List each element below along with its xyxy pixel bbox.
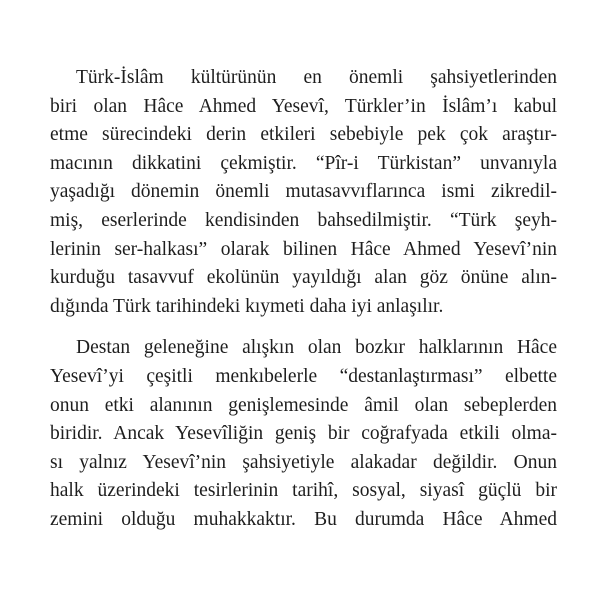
text-line: miş, eserlerinde kendisinden bahsedilmiştir. “Türk şeyh- <box>50 209 557 231</box>
paragraph-2 <box>50 334 557 534</box>
text-line: sı yalnız Yesevî’nin şahsiyetiyle alakadar değildir. Onun <box>50 451 557 473</box>
text-line: Yesevî’yi çeşitli menkıbelerle “destanlaştırması” elbette <box>50 365 557 387</box>
text-line: macının dikkatini çekmiştir. “Pîr-i Türkistan” unvanıyla <box>50 152 557 174</box>
text-line: etme sürecindeki derin etkileri sebebiyle pek çok araştır- <box>50 124 557 146</box>
paragraph-1 <box>50 64 557 321</box>
text-line: onun etki alanının genişlemesinde âmil olan sebeplerden <box>50 394 557 416</box>
text-line: halk üzerindeki tesirlerinin tarihî, sosyal, siyasî güçlü bir <box>50 480 557 502</box>
text-line: lerinin ser-halkası” olarak bilinen Hâce Ahmed Yesevî’nin <box>50 238 557 260</box>
text-line: zemini olduğu muhakkaktır. Bu durumda Hâce Ahmed <box>50 508 557 530</box>
text-line: biri olan Hâce Ahmed Yesevî, Türkler’in İslâm’ı kabul <box>50 95 557 117</box>
document-page <box>50 64 557 535</box>
text-line: yaşadığı dönemin önemli mutasavvıflarınca ismi zikredil- <box>50 181 557 203</box>
text-line: Türk-İslâm kültürünün en önemli şahsiyetlerinden <box>76 67 557 88</box>
text-line: biridir. Ancak Yesevîliğin geniş bir coğrafyada etkili olma- <box>50 423 557 445</box>
text-line: dığında Türk tarihindeki kıymeti daha iyi anlaşılır. <box>50 295 444 317</box>
text-line: kurduğu tasavvuf ekolünün yayıldığı alan göz önüne alın- <box>50 267 557 289</box>
text-line: Destan geleneğine alışkın olan bozkır halklarının Hâce <box>76 337 557 359</box>
